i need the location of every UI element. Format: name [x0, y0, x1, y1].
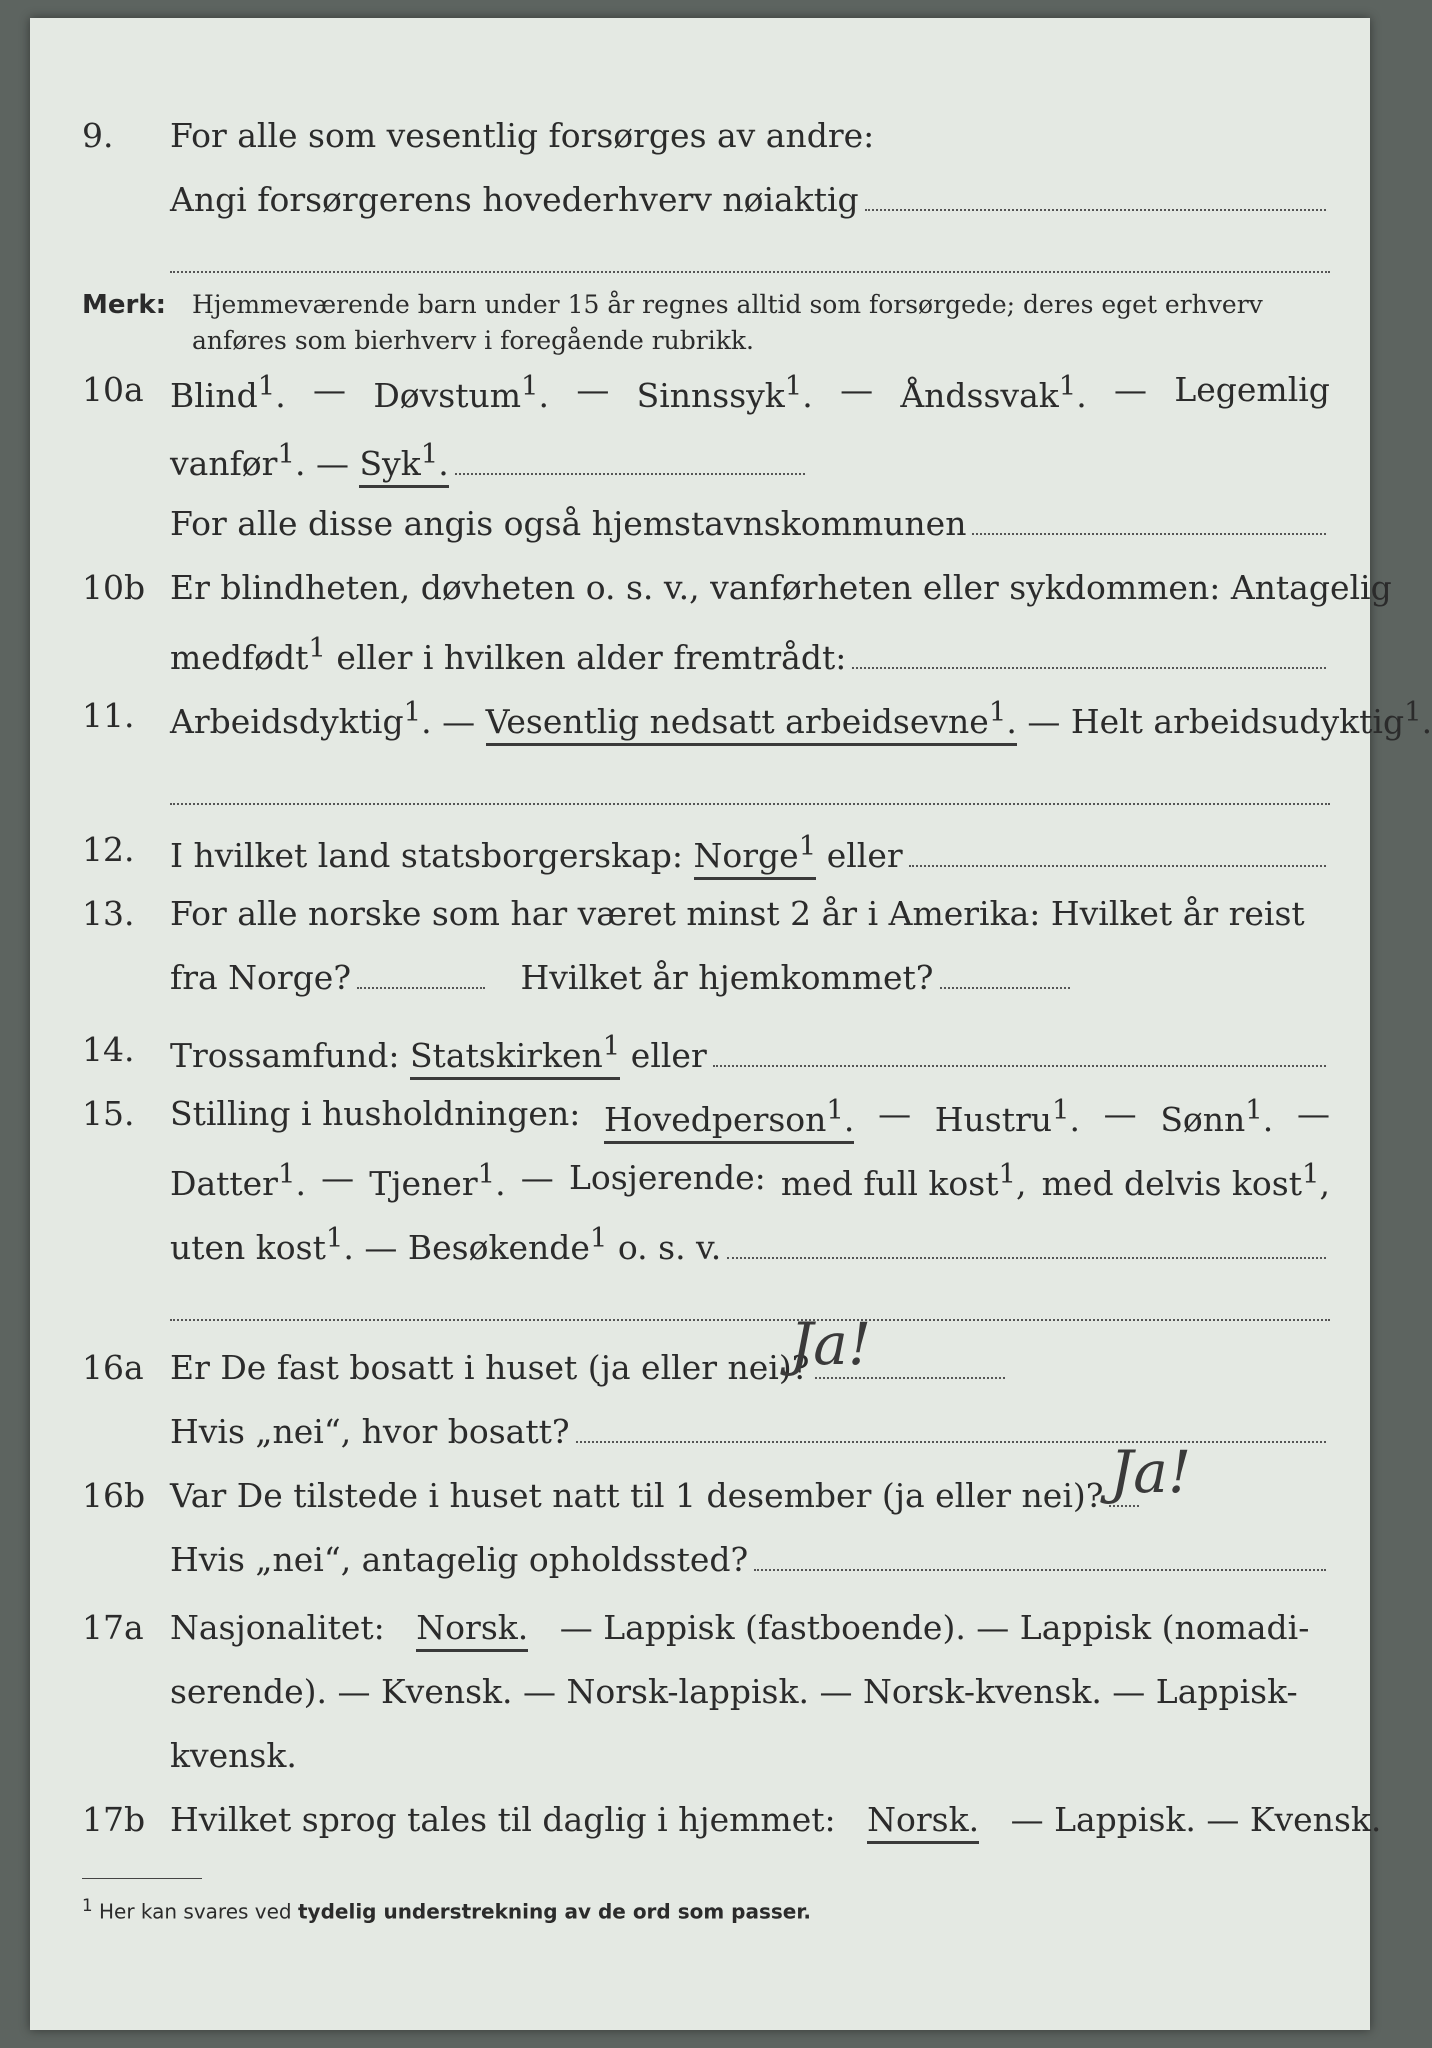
options-text: — Lappisk (fastboende). — Lappisk (nomadi-	[559, 1608, 1310, 1647]
handwritten-answer-16a: Ja!	[790, 1310, 872, 1378]
question-13-line-2	[30, 958, 1370, 1020]
question-number: 17b	[82, 1800, 146, 1839]
footnote-rule	[82, 1878, 202, 1879]
question-16a	[30, 1348, 1370, 1410]
option-norsk-underlined: Norsk.	[416, 1608, 528, 1652]
dash: —	[1114, 370, 1148, 409]
question-text: For alle disse angis også hjemstavnskommunen	[170, 504, 967, 543]
dash: —	[321, 1158, 355, 1197]
option-losjerende: Losjerende:	[568, 1158, 766, 1197]
question-10b	[30, 568, 1392, 630]
question-17a-line-3	[30, 1736, 1370, 1798]
answer-line[interactable]	[727, 1256, 1326, 1259]
question-text: Hvis „nei“, antagelig opholdssted?	[170, 1540, 749, 1579]
question-11	[30, 696, 1432, 758]
question-number: 11.	[82, 696, 135, 735]
option-statskirken-underlined: Statskirken$^1$	[410, 1030, 620, 1080]
question-14	[30, 1030, 1370, 1092]
question-number: 16b	[82, 1476, 146, 1515]
dash: —	[520, 1158, 554, 1197]
option-helt-udyktig: Helt arbeidsudyktig$^1$.	[1070, 696, 1432, 741]
option-vesentlig-underlined: Vesentlig nedsatt arbeidsevne$^1$.	[486, 702, 1017, 746]
question-text: I hvilket land statsborgerskap:	[170, 836, 684, 875]
handwritten-answer-16b: Ja!	[1110, 1438, 1192, 1506]
question-text: For alle norske som har været minst 2 år i Amerika: Hvilket år reist	[170, 894, 1305, 933]
question-number: 17a	[82, 1608, 144, 1647]
question-text: Trossamfund:	[170, 1036, 400, 1075]
question-15-line-2	[30, 1158, 1370, 1220]
note-label: Merk:	[82, 290, 167, 320]
option-eller: eller	[826, 836, 903, 875]
option-osv: o. s. v.	[617, 1228, 722, 1267]
option-delvis-kost: med delvis kost$^1$,	[1041, 1158, 1330, 1203]
question-text: eller i hvilken alder fremtrådt:	[336, 638, 847, 677]
footnote-bold-text: tydelig understrekning av de ord som passer.	[297, 1899, 811, 1924]
question-number: 10b	[82, 568, 146, 607]
question-12	[30, 830, 1370, 892]
question-17b	[30, 1800, 1382, 1862]
question-text: Var De tilstede i huset natt til 1 desember (ja eller nei)?	[170, 1476, 1104, 1515]
question-number: 12.	[82, 830, 135, 869]
question-number: 9.	[82, 116, 114, 155]
question-10a-line-3	[30, 504, 1370, 566]
dash: —	[313, 370, 347, 409]
option-besokende: Besøkende$^1$	[407, 1222, 608, 1267]
question-text: fra Norge?	[170, 958, 352, 997]
note-text: Hjemmeværende barn under 15 år regnes alltid som forsørgede; deres eget erhverv	[192, 290, 1263, 319]
dash: —	[840, 370, 874, 409]
footnote-text: Her kan svares ved	[98, 1899, 292, 1924]
question-15-line-3	[30, 1222, 1370, 1284]
option-full-kost: med full kost$^1$,	[780, 1158, 1027, 1203]
option-dovstum: Døvstum$^1$.	[373, 370, 550, 415]
option-uten-kost: uten kost$^1$.	[170, 1222, 354, 1267]
dash: —	[576, 370, 610, 409]
answer-line[interactable]	[940, 986, 1070, 989]
option-eller: eller	[630, 1036, 707, 1075]
option-medfodt: medfødt$^1$	[170, 632, 326, 677]
options-text: — Lappisk. — Kvensk.	[1010, 1800, 1382, 1839]
answer-line[interactable]	[170, 1318, 1330, 1321]
question-10a-line-2	[30, 438, 1370, 500]
question-text: Stilling i husholdningen:	[170, 1094, 581, 1133]
question-text: Nasjonalitet:	[170, 1608, 385, 1647]
dash: —	[878, 1094, 912, 1133]
question-text: Hvis „nei“, hvor bosatt?	[170, 1412, 570, 1451]
question-16b-line-2	[30, 1540, 1370, 1602]
option-norsk-underlined: Norsk.	[867, 1800, 979, 1844]
option-tjener: Tjener$^1$.	[369, 1158, 506, 1203]
answer-line[interactable]	[865, 208, 1326, 211]
footnote	[82, 1896, 811, 1924]
question-17a-line-2	[30, 1672, 1370, 1734]
question-9-line-2	[30, 180, 1370, 242]
question-number: 16a	[82, 1348, 144, 1387]
question-10a	[30, 370, 1370, 432]
question-number: 13.	[82, 894, 135, 933]
question-text: Hvilket sprog tales til daglig i hjemmet:	[170, 1800, 836, 1839]
question-9	[30, 116, 1370, 178]
options-text: serende). — Kvensk. — Norsk-lappisk. — Norsk-kvensk. — Lappisk-	[170, 1672, 1298, 1711]
question-text: Angi forsørgerens hovederhverv nøiaktig	[170, 180, 859, 219]
answer-line[interactable]	[455, 472, 805, 475]
option-arbeidsdyktig: Arbeidsdyktig$^1$.	[170, 696, 432, 741]
option-syk-underlined: Syk$^1$.	[359, 438, 448, 488]
answer-line[interactable]	[713, 1064, 1326, 1067]
question-number: 14.	[82, 1030, 135, 1069]
option-sonn: Sønn$^1$.	[1160, 1094, 1274, 1139]
option-legemlig: Legemlig	[1174, 370, 1330, 409]
answer-line[interactable]	[170, 802, 1330, 805]
option-blind: Blind$^1$.	[170, 370, 286, 415]
question-text: Er De fast bosatt i huset (ja eller nei)?	[170, 1348, 810, 1387]
answer-line[interactable]	[754, 1568, 1326, 1571]
question-13	[30, 894, 1370, 956]
answer-line[interactable]	[170, 270, 1330, 273]
dash: —	[1027, 702, 1061, 741]
question-number: 10a	[82, 370, 144, 409]
dash: —	[315, 444, 349, 483]
question-10b-line-2	[30, 632, 1370, 694]
question-15	[30, 1094, 1370, 1156]
question-number: 15.	[82, 1094, 135, 1133]
dash: —	[1103, 1094, 1137, 1133]
question-17a	[30, 1608, 1370, 1670]
census-form-page	[30, 18, 1432, 2030]
note-text: anføres som bierhverv i foregående rubrikk.	[192, 326, 754, 355]
option-hustru: Hustru$^1$.	[934, 1094, 1080, 1139]
answer-line[interactable]	[357, 986, 485, 989]
option-sinnssyk: Sinnssyk$^1$.	[636, 370, 813, 415]
question-text: For alle som vesentlig forsørges av andre:	[170, 116, 875, 155]
option-andssvak: Åndssvak$^1$.	[900, 370, 1087, 415]
option-datter: Datter$^1$.	[170, 1158, 306, 1203]
footnote-mark: 1	[82, 1896, 93, 1915]
answer-line[interactable]	[972, 532, 1326, 535]
option-vanfor: vanfør$^1$.	[170, 438, 306, 483]
options-text: kvensk.	[170, 1736, 297, 1775]
dash: —	[364, 1228, 398, 1267]
answer-line[interactable]	[852, 666, 1326, 669]
answer-line[interactable]	[576, 1440, 1326, 1443]
option-hovedperson-underlined: Hovedperson$^1$.	[604, 1094, 854, 1144]
answer-line[interactable]	[909, 864, 1326, 867]
dash: —	[1296, 1094, 1330, 1133]
question-text: Hvilket år hjemkommet?	[520, 958, 934, 997]
option-norge-underlined: Norge$^1$	[694, 830, 817, 880]
dash: —	[442, 702, 476, 741]
question-text: Er blindheten, døvheten o. s. v., vanførheten eller sykdommen: Antagelig	[170, 568, 1392, 607]
